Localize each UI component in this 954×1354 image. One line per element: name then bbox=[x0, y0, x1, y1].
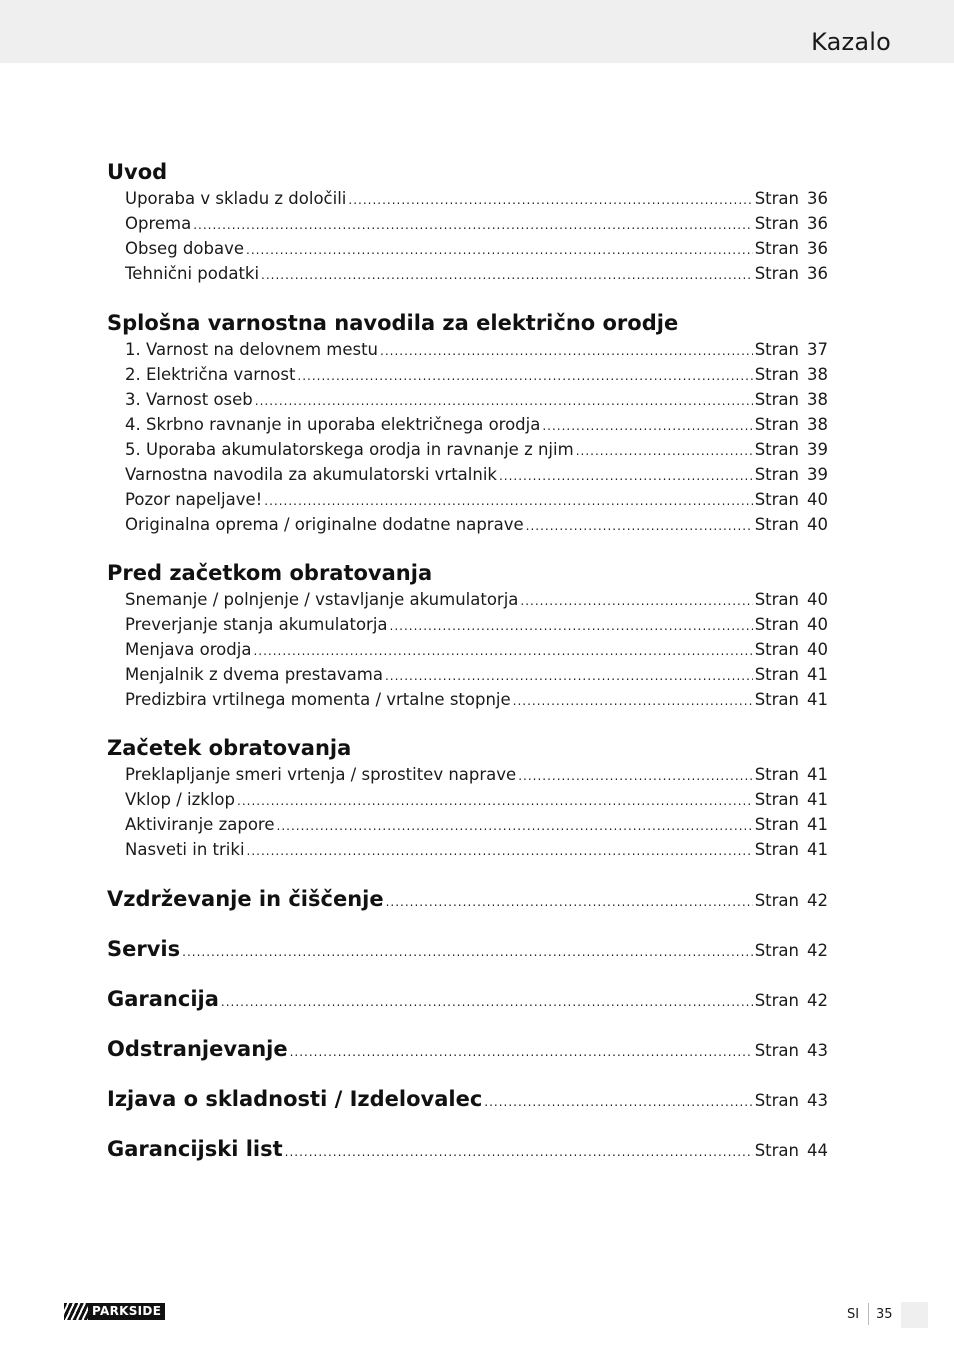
page-ref bbox=[755, 886, 828, 916]
page-word: Stran bbox=[754, 815, 799, 834]
footer-tab-marker bbox=[901, 1302, 928, 1328]
page-ref bbox=[755, 1136, 828, 1166]
page-ref bbox=[755, 211, 828, 236]
dot-leader bbox=[253, 639, 752, 664]
page-number: 37 bbox=[807, 340, 828, 359]
page-word: Stran bbox=[754, 590, 799, 609]
dot-leader bbox=[518, 764, 753, 789]
toc-entry-disposal[interactable] bbox=[107, 1034, 828, 1064]
page-ref bbox=[755, 487, 828, 512]
dot-leader bbox=[576, 439, 753, 464]
page-word: Stran bbox=[754, 340, 799, 359]
page-ref bbox=[755, 412, 828, 437]
page-ref bbox=[755, 437, 828, 462]
dot-leader bbox=[285, 1137, 753, 1167]
entry-label: Obseg dobave bbox=[125, 239, 244, 258]
toc-entry[interactable] bbox=[125, 612, 828, 637]
entry-label: Menjava orodja bbox=[125, 640, 252, 659]
page-ref bbox=[755, 387, 828, 412]
page-ref bbox=[755, 587, 828, 612]
entry-label: 4. Skrbno ravnanje in uporaba električnega orodja bbox=[125, 415, 541, 434]
page-number: 42 bbox=[807, 991, 828, 1010]
page-word: Stran bbox=[754, 214, 799, 233]
entry-label: Tehnični podatki bbox=[125, 264, 260, 283]
dot-leader bbox=[348, 188, 752, 213]
page-ref bbox=[755, 1086, 828, 1116]
dot-leader bbox=[247, 839, 753, 864]
logo-stripes-icon bbox=[64, 1303, 88, 1320]
dot-leader bbox=[520, 589, 752, 614]
page-word: Stran bbox=[754, 390, 799, 409]
entry-label: 1. Varnost na delovnem mestu bbox=[125, 340, 379, 359]
page-title: Kazalo bbox=[811, 28, 891, 56]
entry-label: Preverjanje stanja akumulatorja bbox=[125, 615, 388, 634]
page-number: 43 bbox=[807, 1041, 828, 1060]
page-word: Stran bbox=[754, 1041, 799, 1060]
entry-label: Vzdrževanje in čiščenje bbox=[107, 887, 384, 911]
dot-leader bbox=[290, 1037, 753, 1067]
toc-section-uvod bbox=[107, 158, 828, 286]
dot-leader bbox=[246, 238, 753, 263]
entry-label: 5. Uporaba akumulatorskega orodja in ravnanje z njim bbox=[125, 440, 574, 459]
section-heading: Splošna varnostna navodila za električno orodje bbox=[107, 311, 679, 335]
page-ref bbox=[755, 612, 828, 637]
page-number: 41 bbox=[807, 690, 828, 709]
toc-entry[interactable] bbox=[125, 762, 828, 787]
page-number: 36 bbox=[807, 239, 828, 258]
page-word: Stran bbox=[754, 1091, 799, 1110]
entry-label: Garancijski list bbox=[107, 1137, 283, 1161]
page-word: Stran bbox=[754, 440, 799, 459]
dot-leader bbox=[390, 614, 753, 639]
page-ref bbox=[755, 687, 828, 712]
page-number: 40 bbox=[807, 615, 828, 634]
toc-section-before-operation bbox=[107, 559, 828, 712]
dot-leader bbox=[237, 789, 753, 814]
toc-entry-service[interactable] bbox=[107, 934, 828, 964]
dot-leader bbox=[380, 339, 753, 364]
dot-leader bbox=[542, 414, 752, 439]
page-word: Stran bbox=[754, 765, 799, 784]
toc-entry[interactable] bbox=[125, 211, 828, 236]
brand-name: PARKSIDE bbox=[88, 1303, 165, 1320]
entry-label: Uporaba v skladu z določili bbox=[125, 189, 347, 208]
page-ref bbox=[755, 362, 828, 387]
page-ref bbox=[755, 837, 828, 862]
section-heading: Začetek obratovanja bbox=[107, 736, 352, 760]
dot-leader bbox=[484, 1087, 752, 1117]
page-number: 38 bbox=[807, 365, 828, 384]
section-heading: Uvod bbox=[107, 160, 168, 184]
toc-entry-maintenance[interactable] bbox=[107, 884, 828, 914]
entry-label: Garancija bbox=[107, 987, 219, 1011]
toc-entry[interactable] bbox=[125, 437, 828, 462]
dot-leader bbox=[277, 814, 753, 839]
dot-leader bbox=[385, 664, 753, 689]
page-word: Stran bbox=[754, 891, 799, 910]
page-number: 39 bbox=[807, 465, 828, 484]
page-number: 42 bbox=[807, 941, 828, 960]
toc-entry[interactable] bbox=[125, 837, 828, 862]
entry-label: Originalna oprema / originalne dodatne naprave bbox=[125, 515, 524, 534]
entry-label: Predizbira vrtilnega momenta / vrtalne stopnje bbox=[125, 690, 511, 709]
dot-leader bbox=[261, 263, 753, 288]
toc-entry[interactable] bbox=[125, 812, 828, 837]
entry-label: Pozor napeljave! bbox=[125, 490, 263, 509]
dot-leader bbox=[182, 937, 753, 967]
language-code: SI bbox=[847, 1307, 860, 1322]
page-ref bbox=[755, 936, 828, 966]
page-ref bbox=[755, 186, 828, 211]
page-ref bbox=[755, 337, 828, 362]
page-number: 41 bbox=[807, 815, 828, 834]
entry-label: Menjalnik z dvema prestavama bbox=[125, 665, 383, 684]
toc-entry[interactable] bbox=[125, 487, 828, 512]
page-ref bbox=[755, 236, 828, 261]
page-word: Stran bbox=[754, 690, 799, 709]
page-number: 39 bbox=[807, 440, 828, 459]
page-word: Stran bbox=[754, 640, 799, 659]
footer-divider bbox=[868, 1303, 869, 1325]
page-ref bbox=[755, 986, 828, 1016]
toc-entry[interactable] bbox=[125, 512, 828, 537]
parkside-logo bbox=[64, 1303, 165, 1320]
page-word: Stran bbox=[754, 239, 799, 258]
toc-entry[interactable] bbox=[125, 637, 828, 662]
toc-entry-declaration[interactable] bbox=[107, 1084, 828, 1114]
toc-section-safety bbox=[107, 309, 828, 537]
page-word: Stran bbox=[754, 490, 799, 509]
dot-leader bbox=[513, 689, 753, 714]
page-number: 40 bbox=[807, 490, 828, 509]
page-ref bbox=[755, 512, 828, 537]
toc-entry[interactable] bbox=[125, 261, 828, 286]
page-number: 41 bbox=[807, 840, 828, 859]
page-word: Stran bbox=[754, 941, 799, 960]
page-number-footer: 35 bbox=[876, 1307, 893, 1322]
entry-label: Nasveti in triki bbox=[125, 840, 245, 859]
page-number: 38 bbox=[807, 415, 828, 434]
page-word: Stran bbox=[754, 790, 799, 809]
page-ref bbox=[755, 462, 828, 487]
section-heading: Pred začetkom obratovanja bbox=[107, 561, 433, 585]
page-number: 40 bbox=[807, 640, 828, 659]
page-number: 36 bbox=[807, 214, 828, 233]
entry-label: 3. Varnost oseb bbox=[125, 390, 253, 409]
page-number: 43 bbox=[807, 1091, 828, 1110]
dot-leader bbox=[221, 987, 753, 1017]
dot-leader bbox=[255, 389, 753, 414]
dot-leader bbox=[499, 464, 753, 489]
entry-label: Servis bbox=[107, 937, 181, 961]
dot-leader bbox=[297, 364, 752, 389]
entry-label: Izjava o skladnosti / Izdelovalec bbox=[107, 1087, 483, 1111]
entry-label: Varnostna navodila za akumulatorski vrtalnik bbox=[125, 465, 497, 484]
page-ref bbox=[755, 812, 828, 837]
toc-entry[interactable] bbox=[125, 337, 828, 362]
toc-entry[interactable] bbox=[125, 362, 828, 387]
toc-entry-warranty[interactable] bbox=[107, 984, 828, 1014]
entry-label: Aktiviranje zapore bbox=[125, 815, 275, 834]
page-number: 40 bbox=[807, 590, 828, 609]
entry-label: Snemanje / polnjenje / vstavljanje akumulatorja bbox=[125, 590, 519, 609]
dot-leader bbox=[264, 489, 752, 514]
page-word: Stran bbox=[754, 1141, 799, 1160]
page-ref bbox=[755, 662, 828, 687]
entry-label: 2. Električna varnost bbox=[125, 365, 296, 384]
page-ref bbox=[755, 787, 828, 812]
page-number: 42 bbox=[807, 891, 828, 910]
dot-leader bbox=[386, 887, 753, 917]
page-ref bbox=[755, 261, 828, 286]
entry-label: Oprema bbox=[125, 214, 192, 233]
toc-entry-warranty-card[interactable] bbox=[107, 1134, 828, 1164]
toc-entry[interactable] bbox=[125, 687, 828, 712]
page-number: 44 bbox=[807, 1141, 828, 1160]
toc-entry[interactable] bbox=[125, 462, 828, 487]
page-ref bbox=[755, 762, 828, 787]
page-number: 41 bbox=[807, 665, 828, 684]
toc-entry[interactable] bbox=[125, 412, 828, 437]
toc-entry[interactable] bbox=[125, 662, 828, 687]
page-word: Stran bbox=[754, 264, 799, 283]
entry-label: Odstranjevanje bbox=[107, 1037, 288, 1061]
page-word: Stran bbox=[754, 615, 799, 634]
page-word: Stran bbox=[754, 991, 799, 1010]
page-word: Stran bbox=[754, 465, 799, 484]
dot-leader bbox=[526, 514, 753, 539]
page-number: 36 bbox=[807, 264, 828, 283]
page-word: Stran bbox=[754, 365, 799, 384]
page-number: 40 bbox=[807, 515, 828, 534]
page-ref bbox=[755, 637, 828, 662]
page-word: Stran bbox=[754, 415, 799, 434]
toc-entry[interactable] bbox=[125, 186, 828, 211]
page-number: 41 bbox=[807, 790, 828, 809]
toc-entry[interactable] bbox=[125, 387, 828, 412]
entry-label: Preklapljanje smeri vrtenja / sprostitev naprave bbox=[125, 765, 517, 784]
page-word: Stran bbox=[754, 189, 799, 208]
page-ref bbox=[755, 1036, 828, 1066]
toc-entry[interactable] bbox=[125, 587, 828, 612]
page-word: Stran bbox=[754, 515, 799, 534]
page-number: 38 bbox=[807, 390, 828, 409]
page-number: 36 bbox=[807, 189, 828, 208]
page-word: Stran bbox=[754, 840, 799, 859]
dot-leader bbox=[193, 213, 752, 238]
page-number: 41 bbox=[807, 765, 828, 784]
toc-entry[interactable] bbox=[125, 236, 828, 261]
toc-section-operation bbox=[107, 734, 828, 862]
toc-entry[interactable] bbox=[125, 787, 828, 812]
entry-label: Vklop / izklop bbox=[125, 790, 235, 809]
page-word: Stran bbox=[754, 665, 799, 684]
